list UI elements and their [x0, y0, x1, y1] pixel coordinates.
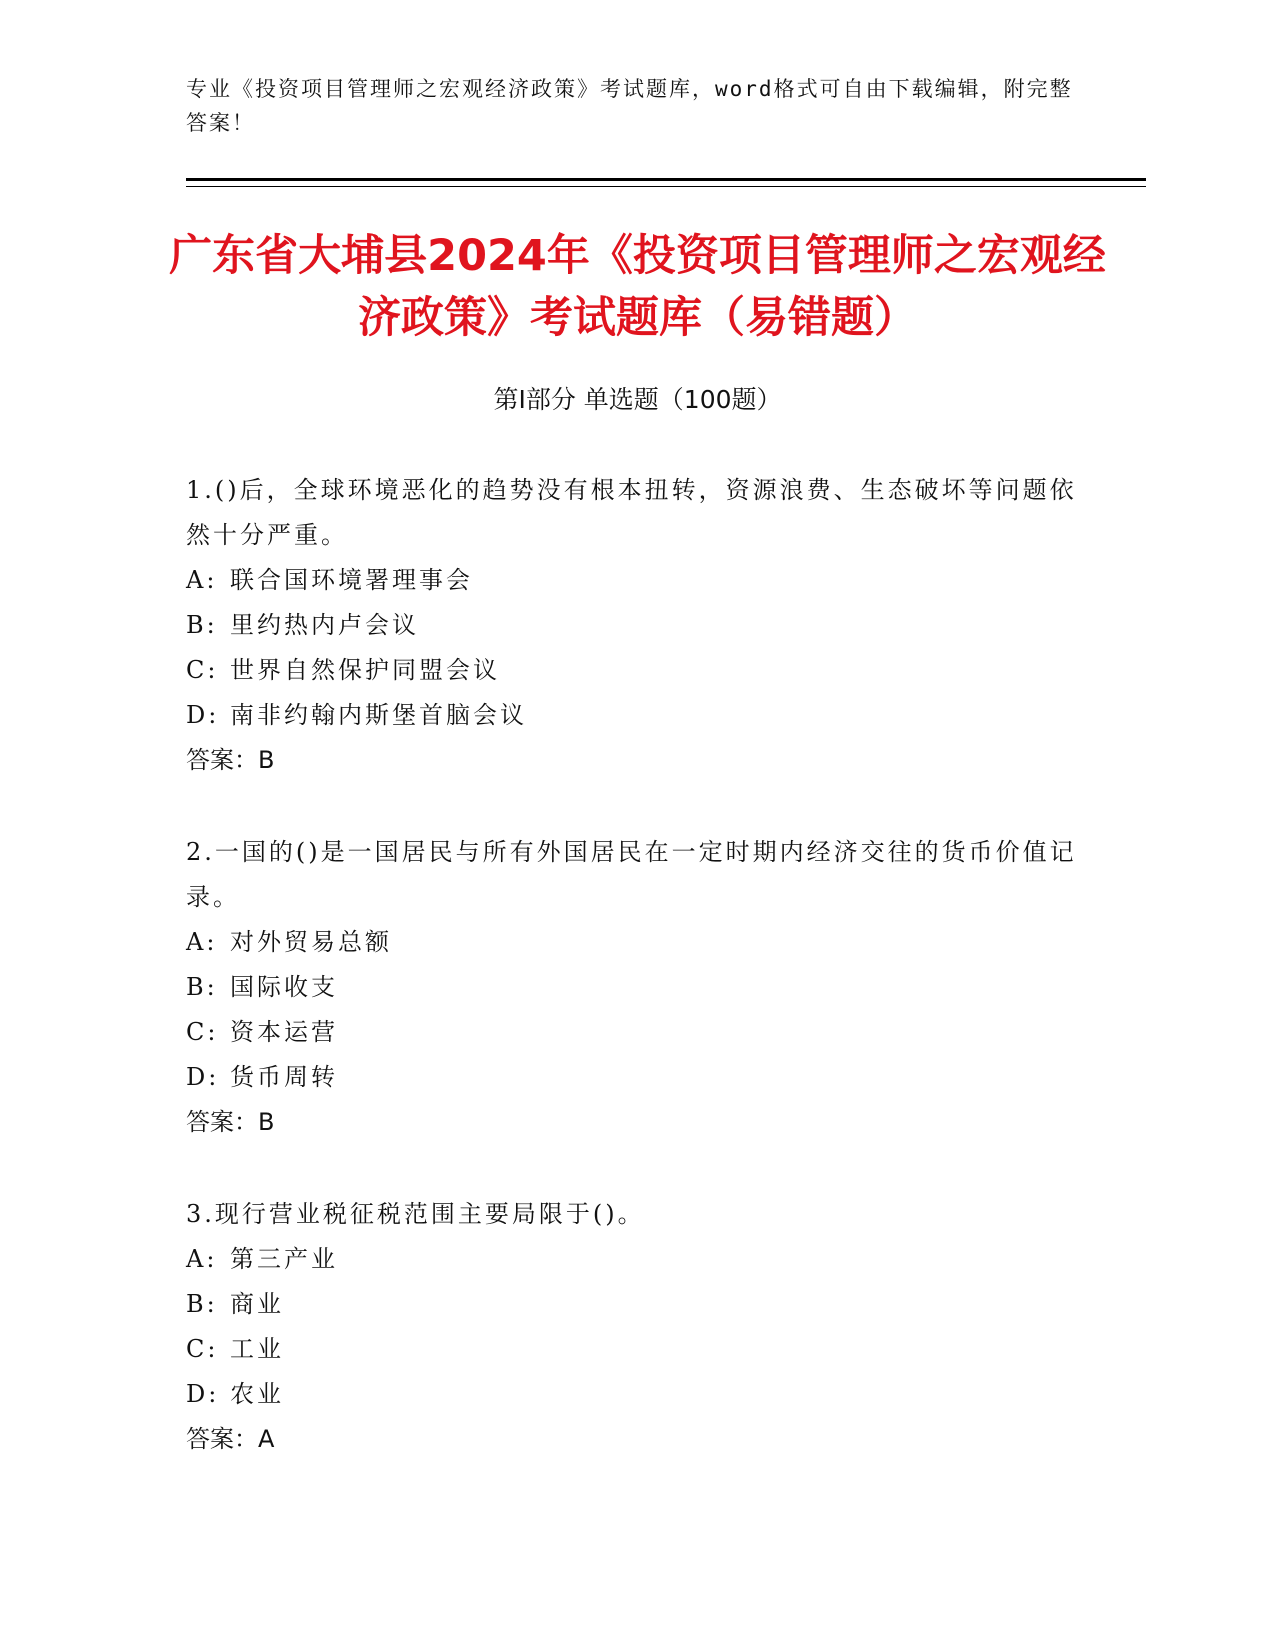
header-divider-thin — [186, 186, 1146, 187]
question-stem: 1.()后，全球环境恶化的趋势没有根本扭转，资源浪费、生态破坏等问题依然十分严重。 — [186, 476, 1077, 549]
question-list — [186, 468, 1086, 1509]
question-stem: 2.一国的()是一国居民与所有外国居民在一定时期内经济交往的货币价值记录。 — [186, 838, 1077, 911]
option-text: 第三产业 — [230, 1245, 338, 1273]
option-d — [186, 1372, 1086, 1417]
option-text: 货币周转 — [230, 1063, 338, 1091]
option-text: 国际收支 — [230, 973, 338, 1001]
option-c — [186, 648, 1086, 693]
option-key: C: — [186, 1335, 219, 1363]
option-key: C: — [186, 656, 219, 684]
option-key: C: — [186, 1018, 219, 1046]
answer-line — [186, 1100, 1086, 1145]
option-a — [186, 1237, 1086, 1282]
option-text: 资本运营 — [230, 1018, 338, 1046]
option-text: 南非约翰内斯堡首脑会议 — [230, 701, 527, 729]
option-text: 农业 — [230, 1380, 284, 1408]
option-key: D: — [186, 1380, 220, 1408]
option-key: B: — [186, 973, 218, 1001]
option-d — [186, 1055, 1086, 1100]
answer-value: B — [258, 1108, 275, 1136]
answer-value: A — [258, 1425, 275, 1453]
option-d — [186, 693, 1086, 738]
header-note: 专业《投资项目管理师之宏观经济政策》考试题库，word格式可自由下载编辑，附完整答案！ — [186, 77, 1073, 135]
option-key: A: — [186, 928, 218, 956]
answer-label: 答案： — [186, 1108, 258, 1136]
question-1 — [186, 468, 1086, 783]
option-key: A: — [186, 566, 218, 594]
option-key: D: — [186, 701, 220, 729]
answer-label: 答案： — [186, 1425, 258, 1453]
option-text: 工业 — [230, 1335, 284, 1363]
option-a — [186, 558, 1086, 603]
option-b — [186, 1282, 1086, 1327]
option-key: A: — [186, 1245, 218, 1273]
question-3 — [186, 1192, 1086, 1462]
option-text: 联合国环境署理事会 — [230, 566, 473, 594]
question-stem: 3.现行营业税征税范围主要局限于()。 — [186, 1200, 645, 1228]
option-key: D: — [186, 1063, 220, 1091]
header-divider-thick — [186, 178, 1146, 181]
option-b — [186, 965, 1086, 1010]
option-c — [186, 1327, 1086, 1372]
document-title: 广东省大埔县2024年《投资项目管理师之宏观经济政策》考试题库（易错题） — [169, 231, 1106, 343]
option-key: B: — [186, 1290, 218, 1318]
option-a — [186, 920, 1086, 965]
answer-value: B — [258, 746, 275, 774]
option-text: 对外贸易总额 — [230, 928, 392, 956]
option-c — [186, 1010, 1086, 1055]
answer-line — [186, 1417, 1086, 1462]
answer-label: 答案： — [186, 746, 258, 774]
option-text: 里约热内卢会议 — [230, 611, 419, 639]
option-key: B: — [186, 611, 218, 639]
answer-line — [186, 738, 1086, 783]
question-2 — [186, 830, 1086, 1145]
option-b — [186, 603, 1086, 648]
option-text: 世界自然保护同盟会议 — [230, 656, 500, 684]
section-title: 第I部分 单选题（100题） — [493, 385, 782, 414]
option-text: 商业 — [230, 1290, 284, 1318]
